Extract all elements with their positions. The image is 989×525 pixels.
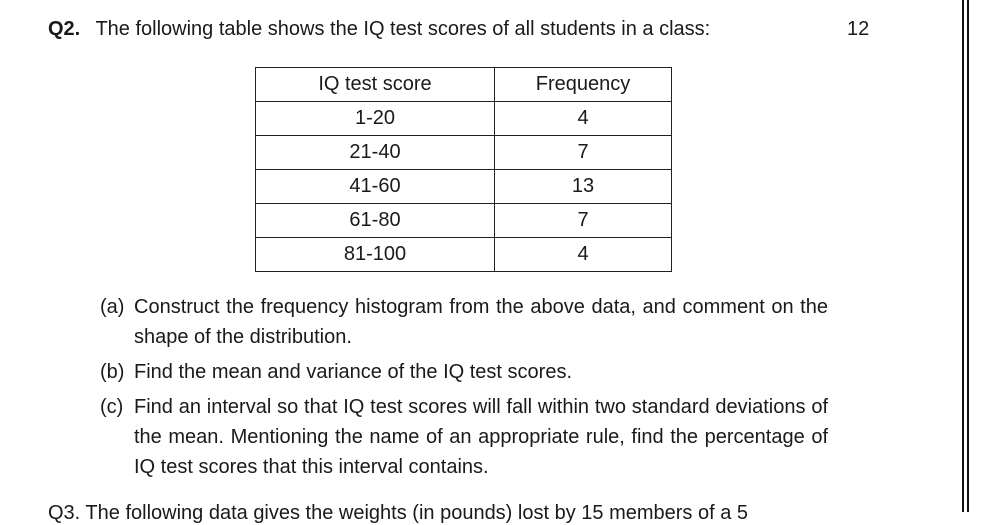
header-frequency: Frequency bbox=[495, 68, 672, 102]
page-border bbox=[962, 0, 969, 512]
part-a bbox=[100, 292, 828, 352]
part-text: Find an interval so that IQ test scores will fall within two standard deviations of the mean. Mentioning the name of an appropriate rule, find the percentage of IQ test scores that this interval contains. bbox=[134, 396, 828, 478]
question-number: Q2. bbox=[48, 18, 81, 40]
next-question-cut-off: Q3. The following data gives the weights (in pounds) lost by 15 members of a 5 bbox=[48, 502, 749, 524]
table-header-row bbox=[256, 68, 672, 102]
table-row bbox=[256, 136, 672, 170]
part-text: Find the mean and variance of the IQ test scores. bbox=[134, 361, 573, 383]
question-prompt: The following table shows the IQ test scores of all students in a class: bbox=[95, 18, 711, 40]
cell-score: 1-20 bbox=[256, 102, 495, 136]
part-c bbox=[100, 392, 828, 482]
cell-frequency: 13 bbox=[495, 170, 672, 204]
cell-frequency: 7 bbox=[495, 204, 672, 238]
table-row bbox=[256, 238, 672, 272]
header-iq-score: IQ test score bbox=[256, 68, 495, 102]
cell-frequency: 4 bbox=[495, 102, 672, 136]
cell-score: 61-80 bbox=[256, 204, 495, 238]
question-line bbox=[48, 18, 710, 41]
table-row bbox=[256, 170, 672, 204]
cell-score: 21-40 bbox=[256, 136, 495, 170]
part-b bbox=[100, 357, 828, 387]
cell-score: 81-100 bbox=[256, 238, 495, 272]
part-text: Construct the frequency histogram from the above data, and comment on the shape of the distribution. bbox=[134, 296, 828, 348]
cell-frequency: 7 bbox=[495, 136, 672, 170]
part-label: (c) bbox=[100, 396, 124, 418]
table-row bbox=[256, 204, 672, 238]
table-row bbox=[256, 102, 672, 136]
cell-score: 41-60 bbox=[256, 170, 495, 204]
marks-value: 12 bbox=[847, 18, 870, 40]
part-label: (b) bbox=[100, 361, 125, 383]
frequency-table bbox=[255, 67, 672, 272]
cell-frequency: 4 bbox=[495, 238, 672, 272]
part-label: (a) bbox=[100, 296, 125, 318]
question-parts bbox=[100, 292, 828, 487]
